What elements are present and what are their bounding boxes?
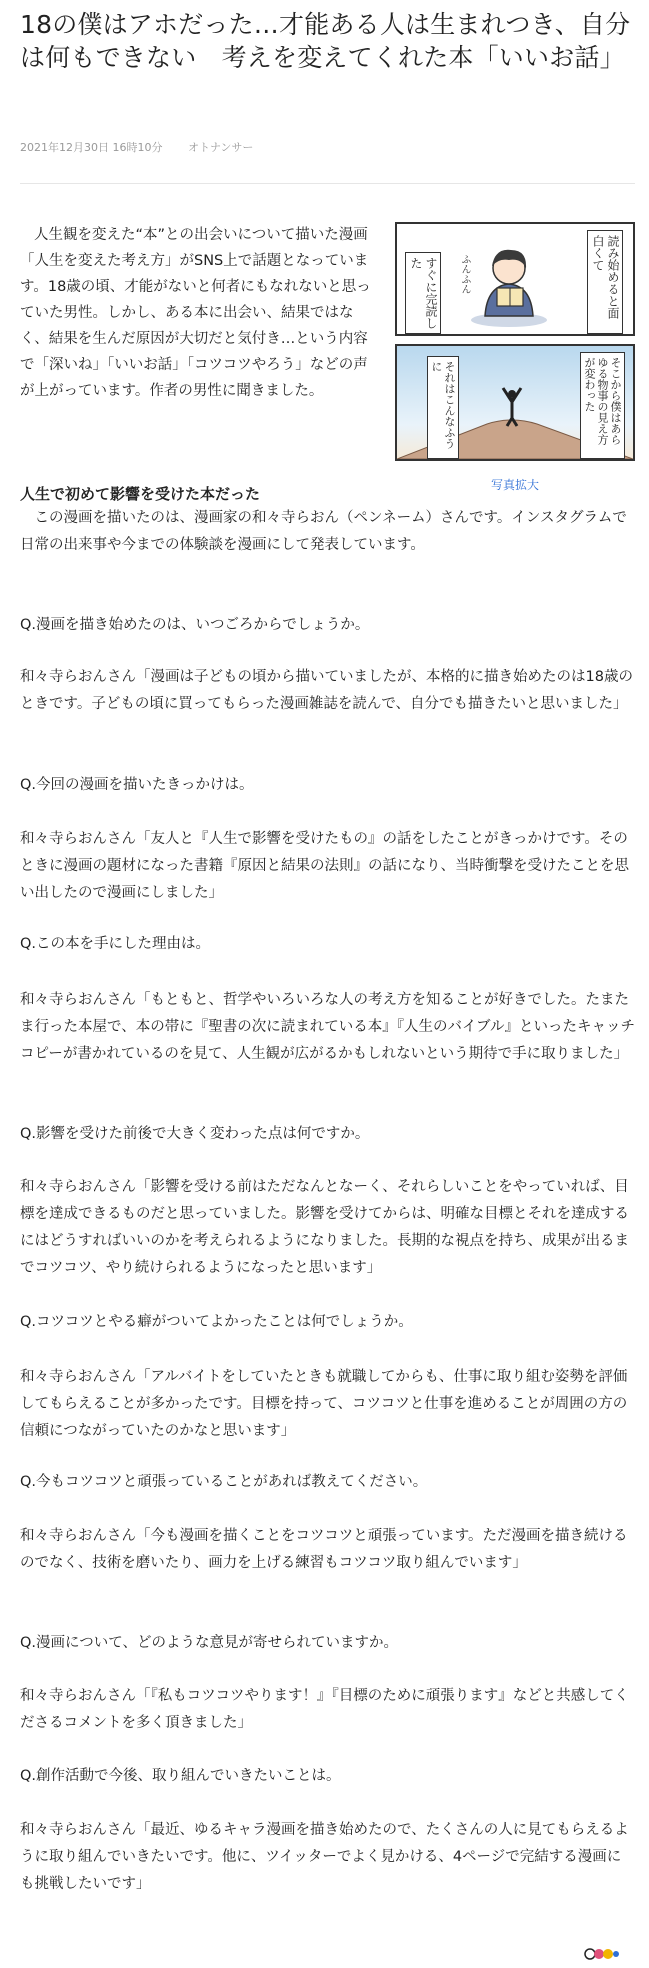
speech-bubble: それはこんなふうに	[427, 356, 459, 459]
sound-effect-text: ふんふん	[459, 254, 470, 294]
answer-paragraph: 和々寺らおんさん「もともと、哲学やいろいろな人の考え方を知ることが好きでした。たまたま行った本屋で、本の帯に『聖書の次に読まれている本』『人生のバイブル』といったキャッチコピーが書かれているのを見て、人生観が広がるかもしれないという期待で手に取りました」	[20, 992, 635, 1062]
answer-paragraph: 和々寺らおんさん「友人と『人生で影響を受けたもの』の話をしたことがきっかけです。そのときに漫画の題材になった書籍『原因と結果の法則』の話になり、当時衝撃を受けたことを思い出したので漫画にしました」	[20, 831, 629, 901]
question-text: Q.コツコツとやる癖がついてよかったことは何でしょうか。	[20, 1314, 413, 1330]
question-text: Q.漫画について、どのような意見が寄せられていますか。	[20, 1635, 398, 1651]
answer-paragraph: 和々寺らおんさん「アルバイトをしていたときも就職してからも、仕事に取り組む姿勢を評価してもらえることが多かったです。目標を持って、コツコツと仕事を進めることが周囲の方の信頼につながっていたのかなと思います」	[20, 1369, 628, 1439]
question-text: Q.創作活動で今後、取り組んでいきたいことは。	[20, 1768, 341, 1784]
body-paragraph: この漫画を描いたのは、漫画家の和々寺らおん（ペンネーム）さんです。インスタグラムで日常の出来事や今までの体験談を漫画にして発表しています。	[20, 510, 627, 553]
comic-figure[interactable]	[395, 222, 635, 492]
article-title: 18の僕はアホだった…才能ある人は生まれつき、自分は何もできない 考えを変えてくれた本「いいお話」	[20, 10, 631, 72]
answer-paragraph: 和々寺らおんさん「今も漫画を描くことをコツコツと頑張っています。ただ漫画を描き続けるのでなく、技術を磨いたり、画力を上げる練習もコツコツ取り組んでいます」	[20, 1528, 628, 1571]
question-text: Q.この本を手にした理由は。	[20, 936, 211, 952]
question-text: Q.今回の漫画を描いたきっかけは。	[20, 777, 254, 793]
speech-bubble: すぐに完読した	[405, 252, 441, 334]
speech-bubble: 読み始めると面白くて	[587, 230, 623, 334]
answer-paragraph: 和々寺らおんさん「影響を受ける前はただなんとなーく、それらしいことをやっていれば、目標を達成できるものだと思っていました。影響を受けてからは、明確な目標とそれを達成するにはどうすればいいのかを考えられるようになりました。長期的な視点を持ち、成果が出るまでコツコツ、やり続けられるようになったと思います」	[20, 1179, 629, 1276]
answer-paragraph: 和々寺らおんさん「『私もコツコツやります！』『目標のために頑張ります』などと共感してくださるコメントを多く頂きました」	[20, 1688, 629, 1731]
source-name[interactable]: オトナンサー	[187, 141, 254, 154]
enlarge-photo-link[interactable]: 写真拡大	[490, 478, 539, 492]
comic-panel-reading	[395, 222, 635, 336]
title-divider	[20, 183, 635, 184]
section-heading: 人生で初めて影響を受けた本だった	[20, 485, 261, 503]
site-logo-icon	[584, 1946, 620, 1962]
speech-bubble: そこから僕はあらゆる物事の見え方が変わった	[580, 352, 625, 459]
question-text: Q.影響を受けた前後で大きく変わった点は何ですか。	[20, 1126, 370, 1142]
question-text: Q.今もコツコツと頑張っていることがあれば教えてください。	[20, 1474, 428, 1490]
article-meta	[20, 139, 253, 155]
answer-paragraph: 和々寺らおんさん「最近、ゆるキャラ漫画を描き始めたので、たくさんの人に見てもらえるように取り組んでいきたいです。他に、ツイッターでよく見かける、4ページで完結する漫画にも挑戦したいです」	[20, 1822, 629, 1892]
publish-date: 2021年12月30日 16時10分	[20, 141, 163, 154]
comic-panel-mountain	[395, 344, 635, 461]
lead-paragraph: 人生観を変えた“本”との出会いについて描いた漫画「人生を変えた考え方」がSNS上で話題となっています。18歳の頃、才能がないと何者にもなれないと思っていた男性。しかし、ある本に出会い、結果ではなく、結果を生んだ原因が大切だと気付き…という内容で「深いね」「いいお話」「コツコツやろう」などの声が上がっています。作者の男性に聞きました。	[20, 227, 371, 399]
question-text: Q.漫画を描き始めたのは、いつごろからでしょうか。	[20, 617, 370, 633]
answer-paragraph: 和々寺らおんさん「漫画は子どもの頃から描いていましたが、本格的に描き始めたのは18歳のときです。子どもの頃に買ってもらった漫画雑誌を読んで、自分でも描きたいと思いました」	[20, 669, 633, 712]
